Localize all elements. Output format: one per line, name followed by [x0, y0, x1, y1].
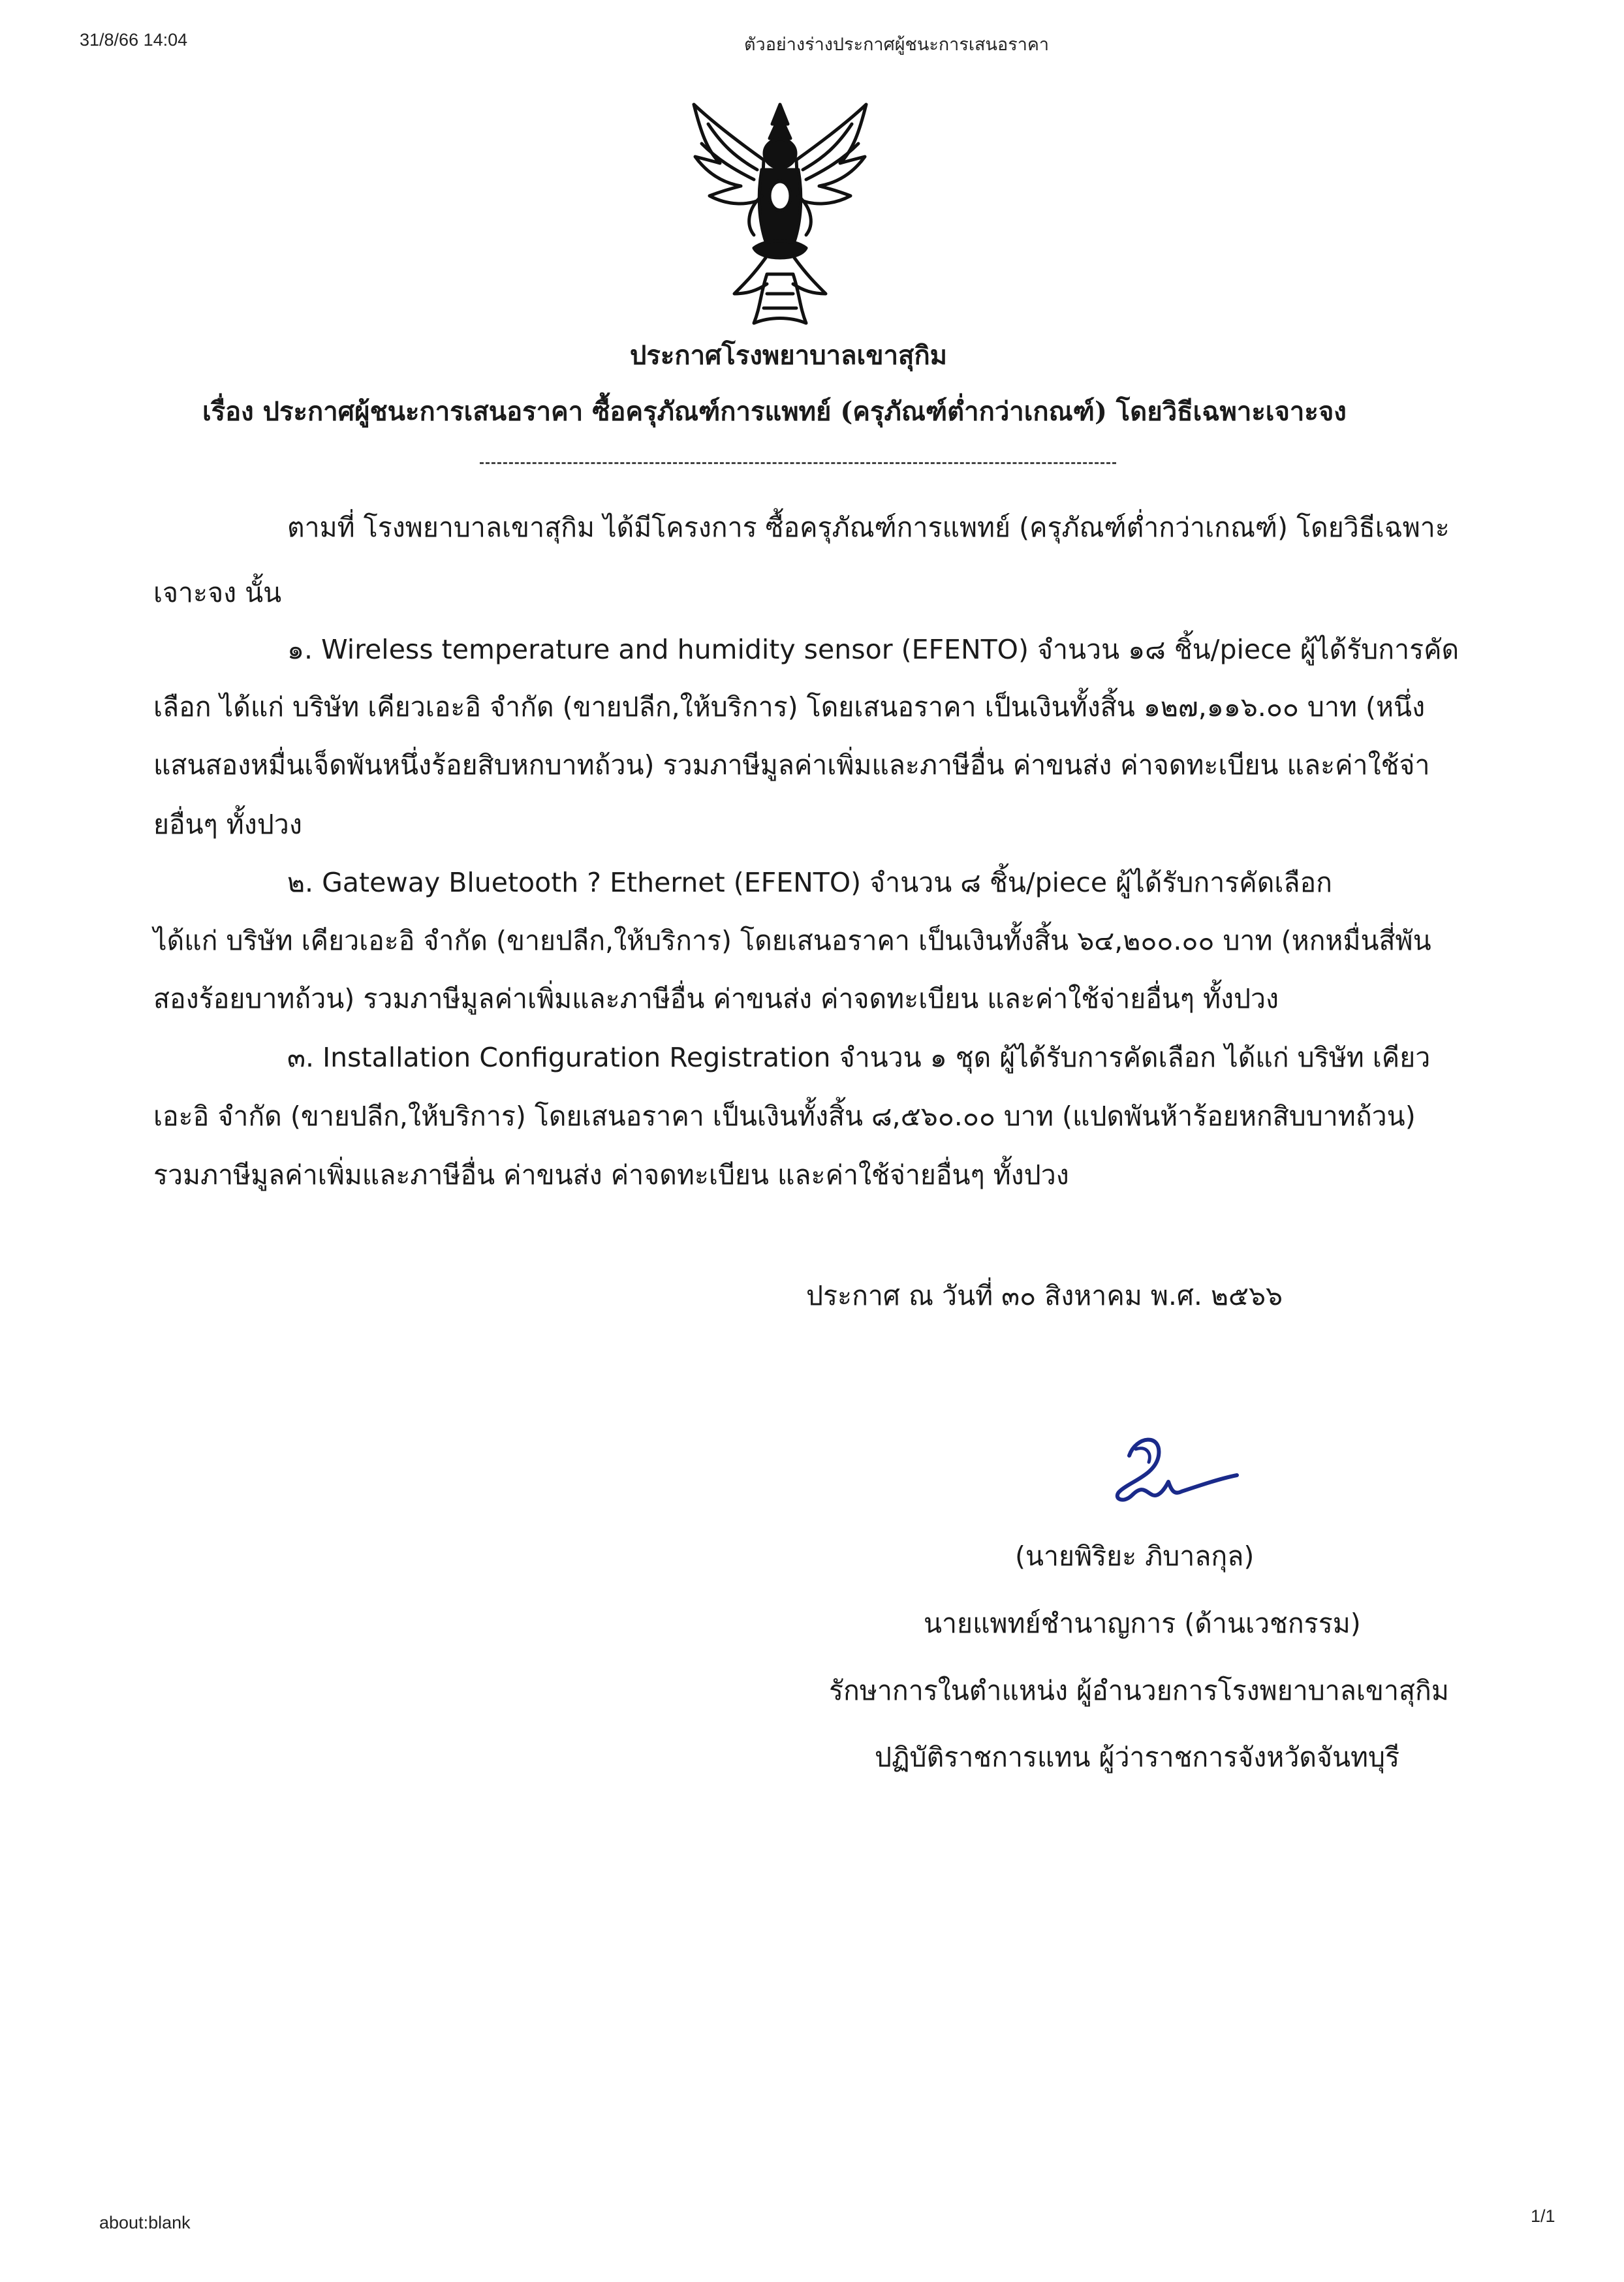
item3-line: เอะอิ จำกัด (ขายปลีก,ให้บริการ) โดยเสนอราคา เป็นเงินทั้งสิ้น ๘,๕๖๐.๐๐ บาท (แปดพันห้าร้อยหกสิบบาทถ้วน): [153, 1101, 1416, 1132]
item1-line: เลือก ได้แก่ บริษัท เคียวเอะอิ จำกัด (ขายปลีก,ให้บริการ) โดยเสนอราคา เป็นเงินทั้งสิ้น ๑๒๗,๑๑๖.๐๐ บาท (หนึ่ง: [153, 691, 1426, 723]
garuda-emblem-icon: [689, 98, 871, 333]
print-footer-page: 1/1: [1531, 2206, 1555, 2226]
item2-line: ได้แก่ บริษัท เคียวเอะอิ จำกัด (ขายปลีก,ให้บริการ) โดยเสนอราคา เป็นเงินทั้งสิ้น ๖๔,๒๐๐.๐๐ บาท (หกหมื่นสี่พัน: [153, 925, 1431, 956]
handwritten-signature: [1090, 1430, 1240, 1514]
item1-line: ๑. Wireless temperature and humidity sensor (EFENTO) จำนวน ๑๘ ชิ้น/piece ผู้ได้รับการคัด: [287, 634, 1460, 665]
print-datetime: 31/8/66 14:04: [80, 30, 188, 50]
title-separator: [480, 462, 1116, 464]
announcement-date: ประกาศ ณ วันที่ ๓๐ สิงหาคม พ.ศ. ๒๕๖๖: [806, 1280, 1283, 1311]
org-title: ประกาศโรงพยาบาลเขาสุกิม: [630, 340, 948, 371]
signer-position: นายแพทย์ชำนาญการ (ด้านเวชกรรม): [924, 1608, 1361, 1639]
signer-acting-position: รักษาการในตำแหน่ง ผู้อำนวยการโรงพยาบาลเขาสุกิม: [829, 1675, 1449, 1706]
item1-line: แสนสองหมื่นเจ็ดพันหนึ่งร้อยสิบหกบาทถ้วน) รวมภาษีมูลค่าเพิ่มและภาษีอื่น ค่าขนส่ง ค่าจดทะเบียน และค่าใช้จ่า: [153, 749, 1430, 781]
print-header-title: ตัวอย่างร่างประกาศผู้ชนะการเสนอราคา: [744, 35, 1050, 54]
item2-line: สองร้อยบาทถ้วน) รวมภาษีมูลค่าเพิ่มและภาษีอื่น ค่าขนส่ง ค่าจดทะเบียน และค่าใช้จ่ายอื่นๆ ทั้งปวง: [153, 983, 1279, 1014]
announcement-subject: เรื่อง ประกาศผู้ชนะการเสนอราคา ซื้อครุภัณฑ์การแพทย์ (ครุภัณฑ์ต่ำกว่าเกณฑ์) โดยวิธีเฉพาะเจาะจง: [202, 396, 1347, 427]
intro-line: เจาะจง นั้น: [153, 577, 282, 608]
print-footer-url: about:blank: [99, 2213, 191, 2232]
signer-name: (นายพิริยะ ภิบาลกุล): [1015, 1540, 1255, 1572]
item3-line: รวมภาษีมูลค่าเพิ่มและภาษีอื่น ค่าขนส่ง ค่าจดทะเบียน และค่าใช้จ่ายอื่นๆ ทั้งปวง: [153, 1159, 1069, 1191]
item2-line: ๒. Gateway Bluetooth ? Ethernet (EFENTO) จำนวน ๘ ชิ้น/piece ผู้ได้รับการคัดเลือก: [287, 867, 1332, 898]
item3-line: ๓. Installation Configuration Registration จำนวน ๑ ชุด ผู้ได้รับการคัดเลือก ได้แก่ บริษัท เคียว: [287, 1042, 1431, 1073]
signer-on-behalf: ปฏิบัติราชการแทน ผู้ว่าราชการจังหวัดจันทบุรี: [875, 1742, 1400, 1773]
intro-line: ตามที่ โรงพยาบาลเขาสุกิม ได้มีโครงการ ซื้อครุภัณฑ์การแพทย์ (ครุภัณฑ์ต่ำกว่าเกณฑ์) โดยวิธีเฉพาะ: [287, 512, 1450, 543]
item1-line: ยอื่นๆ ทั้งปวง: [153, 809, 302, 840]
